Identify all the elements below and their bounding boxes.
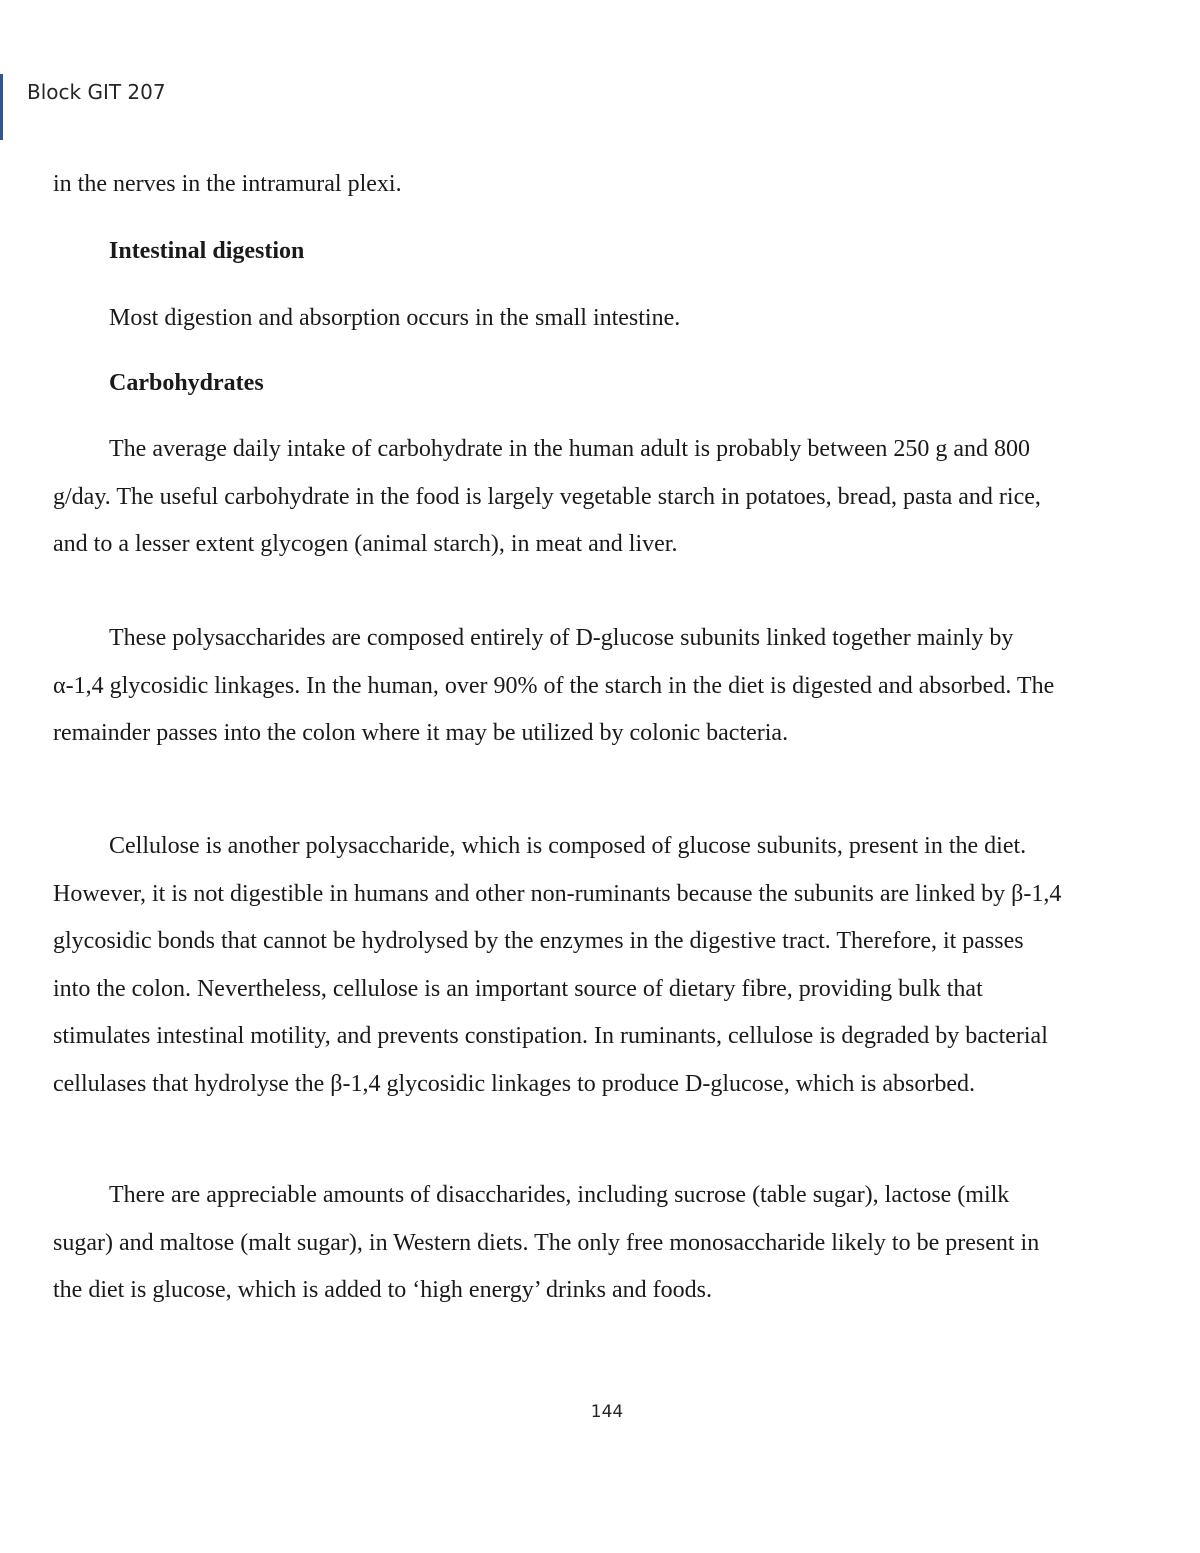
page-number: 144 [590, 1402, 624, 1422]
paragraph-polysaccharides: These polysaccharides are composed entirely of D-glucose subunits linked together mainly by α-1,4 glycosidic linkages. In the human, over 90% of the starch in the diet is digested and absorbed. The remainder passes into the colon where it may be utilized by colonic bacteria. [53, 625, 1055, 746]
paragraph-carbohydrate-intake: The average daily intake of carbohydrate in the human adult is probably between 250 g and 800 g/day. The useful carbohydrate in the food is largely vegetable starch in potatoes, bread, pasta and rice, and to a lesser extent glycogen (animal starch), in meat and liver. [53, 436, 1041, 557]
running-header: Block GIT 207 [27, 80, 166, 104]
paragraph-cellulose: Cellulose is another polysaccharide, which is composed of glucose subunits, present in the diet. However, it is not digestible in humans and other non-ruminants because the subunits are linked by β-1,4 glycosidic bonds that cannot be hydrolysed by the enzymes in the digestive tract. Therefore, it passes into the colon. Nevertheless, cellulose is an important source of dietary fibre, providing bulk that stimulates intestinal motility, and prevents constipation. In ruminants, cellulose is degraded by bacterial cellulases that hydrolyse the β-1,4 glycosidic linkages to produce D-glucose, which is absorbed. [53, 833, 1062, 1097]
header-accent-bar [0, 74, 3, 140]
paragraph-disaccharides: There are appreciable amounts of disaccharides, including sucrose (table sugar), lactose (milk sugar) and maltose (malt sugar), in Western diets. The only free monosaccharide likely to be present in the diet is glucose, which is added to ‘high energy’ drinks and foods. [53, 1182, 1040, 1303]
paragraph-intestinal-digestion: Most digestion and absorption occurs in the small intestine. [109, 305, 681, 331]
heading-carbohydrates: Carbohydrates [109, 370, 264, 396]
continuation-line: in the nerves in the intramural plexi. [53, 171, 402, 197]
heading-intestinal-digestion: Intestinal digestion [109, 238, 305, 264]
